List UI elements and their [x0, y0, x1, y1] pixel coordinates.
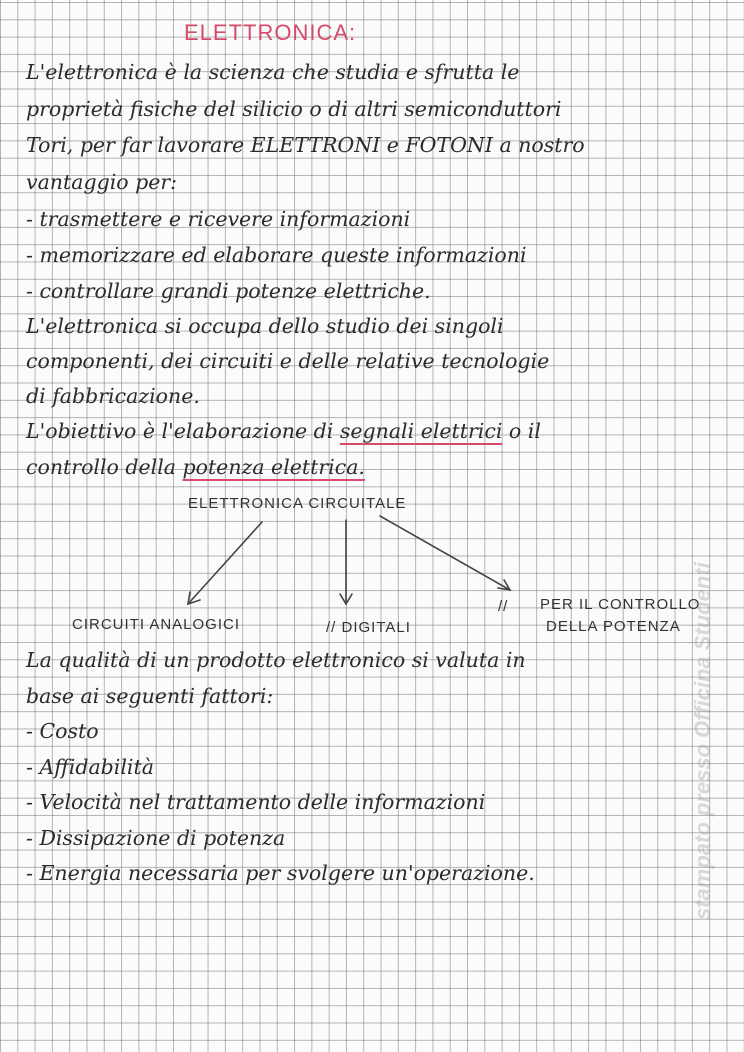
- text-line: La qualità di un prodotto elettronico si valuta in: [26, 648, 526, 672]
- list-item: - memorizzare ed elaborare queste informazioni: [26, 243, 527, 267]
- arrow-to-analogici: [188, 522, 262, 604]
- text-line: base ai seguenti fattori:: [26, 684, 274, 708]
- watermark: stampato presso Officina Studenti: [690, 562, 715, 920]
- list-item: - trasmettere e ricevere informazioni: [26, 207, 411, 231]
- text-segment: o il: [502, 419, 541, 443]
- diagram-branch-potenza-line-2: DELLA POTENZA: [546, 618, 681, 635]
- list-item: - Affidabilità: [26, 755, 154, 779]
- list-item: - Costo: [26, 719, 99, 743]
- text-line: vantaggio per:: [26, 170, 178, 194]
- diagram-branch-analogici: CIRCUITI ANALOGICI: [72, 616, 241, 633]
- text-line: L'elettronica si occupa dello studio dei singoli: [26, 314, 504, 338]
- text-line: proprietà fisiche del silicio o di altri semiconduttori: [26, 97, 562, 121]
- text-segment: controllo della: [26, 455, 183, 479]
- text-line: componenti, dei circuiti e delle relative tecnologie: [26, 349, 550, 373]
- list-item: - controllare grandi potenze elettriche.: [26, 279, 431, 303]
- highlight-potenza-elettrica: potenza elettrica.: [182, 455, 365, 479]
- diagram-branch-digitali: // DIGITALI: [326, 619, 411, 636]
- diagram-root: ELETTRONICA CIRCUITALE: [188, 495, 407, 512]
- diagram-branch-potenza-line-1: PER IL CONTROLLO: [540, 596, 701, 613]
- text-segment: L'obiettivo è l'elaborazione di: [26, 419, 340, 443]
- diagram-branch-mark: //: [498, 598, 509, 615]
- text-line: Tori, per far lavorare ELETTRONI e FOTONI a nostro: [26, 133, 585, 157]
- page-title: ELETTRONICA:: [184, 20, 357, 45]
- text-line: di fabbricazione.: [26, 384, 200, 408]
- list-item: - Dissipazione di potenza: [26, 826, 286, 850]
- list-item: - Velocità nel trattamento delle informazioni: [26, 790, 486, 814]
- text-line: L'elettronica è la scienza che studia e sfrutta le: [26, 60, 520, 84]
- highlight-segnali-elettrici: segnali elettrici: [339, 419, 503, 443]
- arrow-to-potenza: [380, 516, 510, 590]
- list-item: - Energia necessaria per svolgere un'operazione.: [26, 861, 535, 885]
